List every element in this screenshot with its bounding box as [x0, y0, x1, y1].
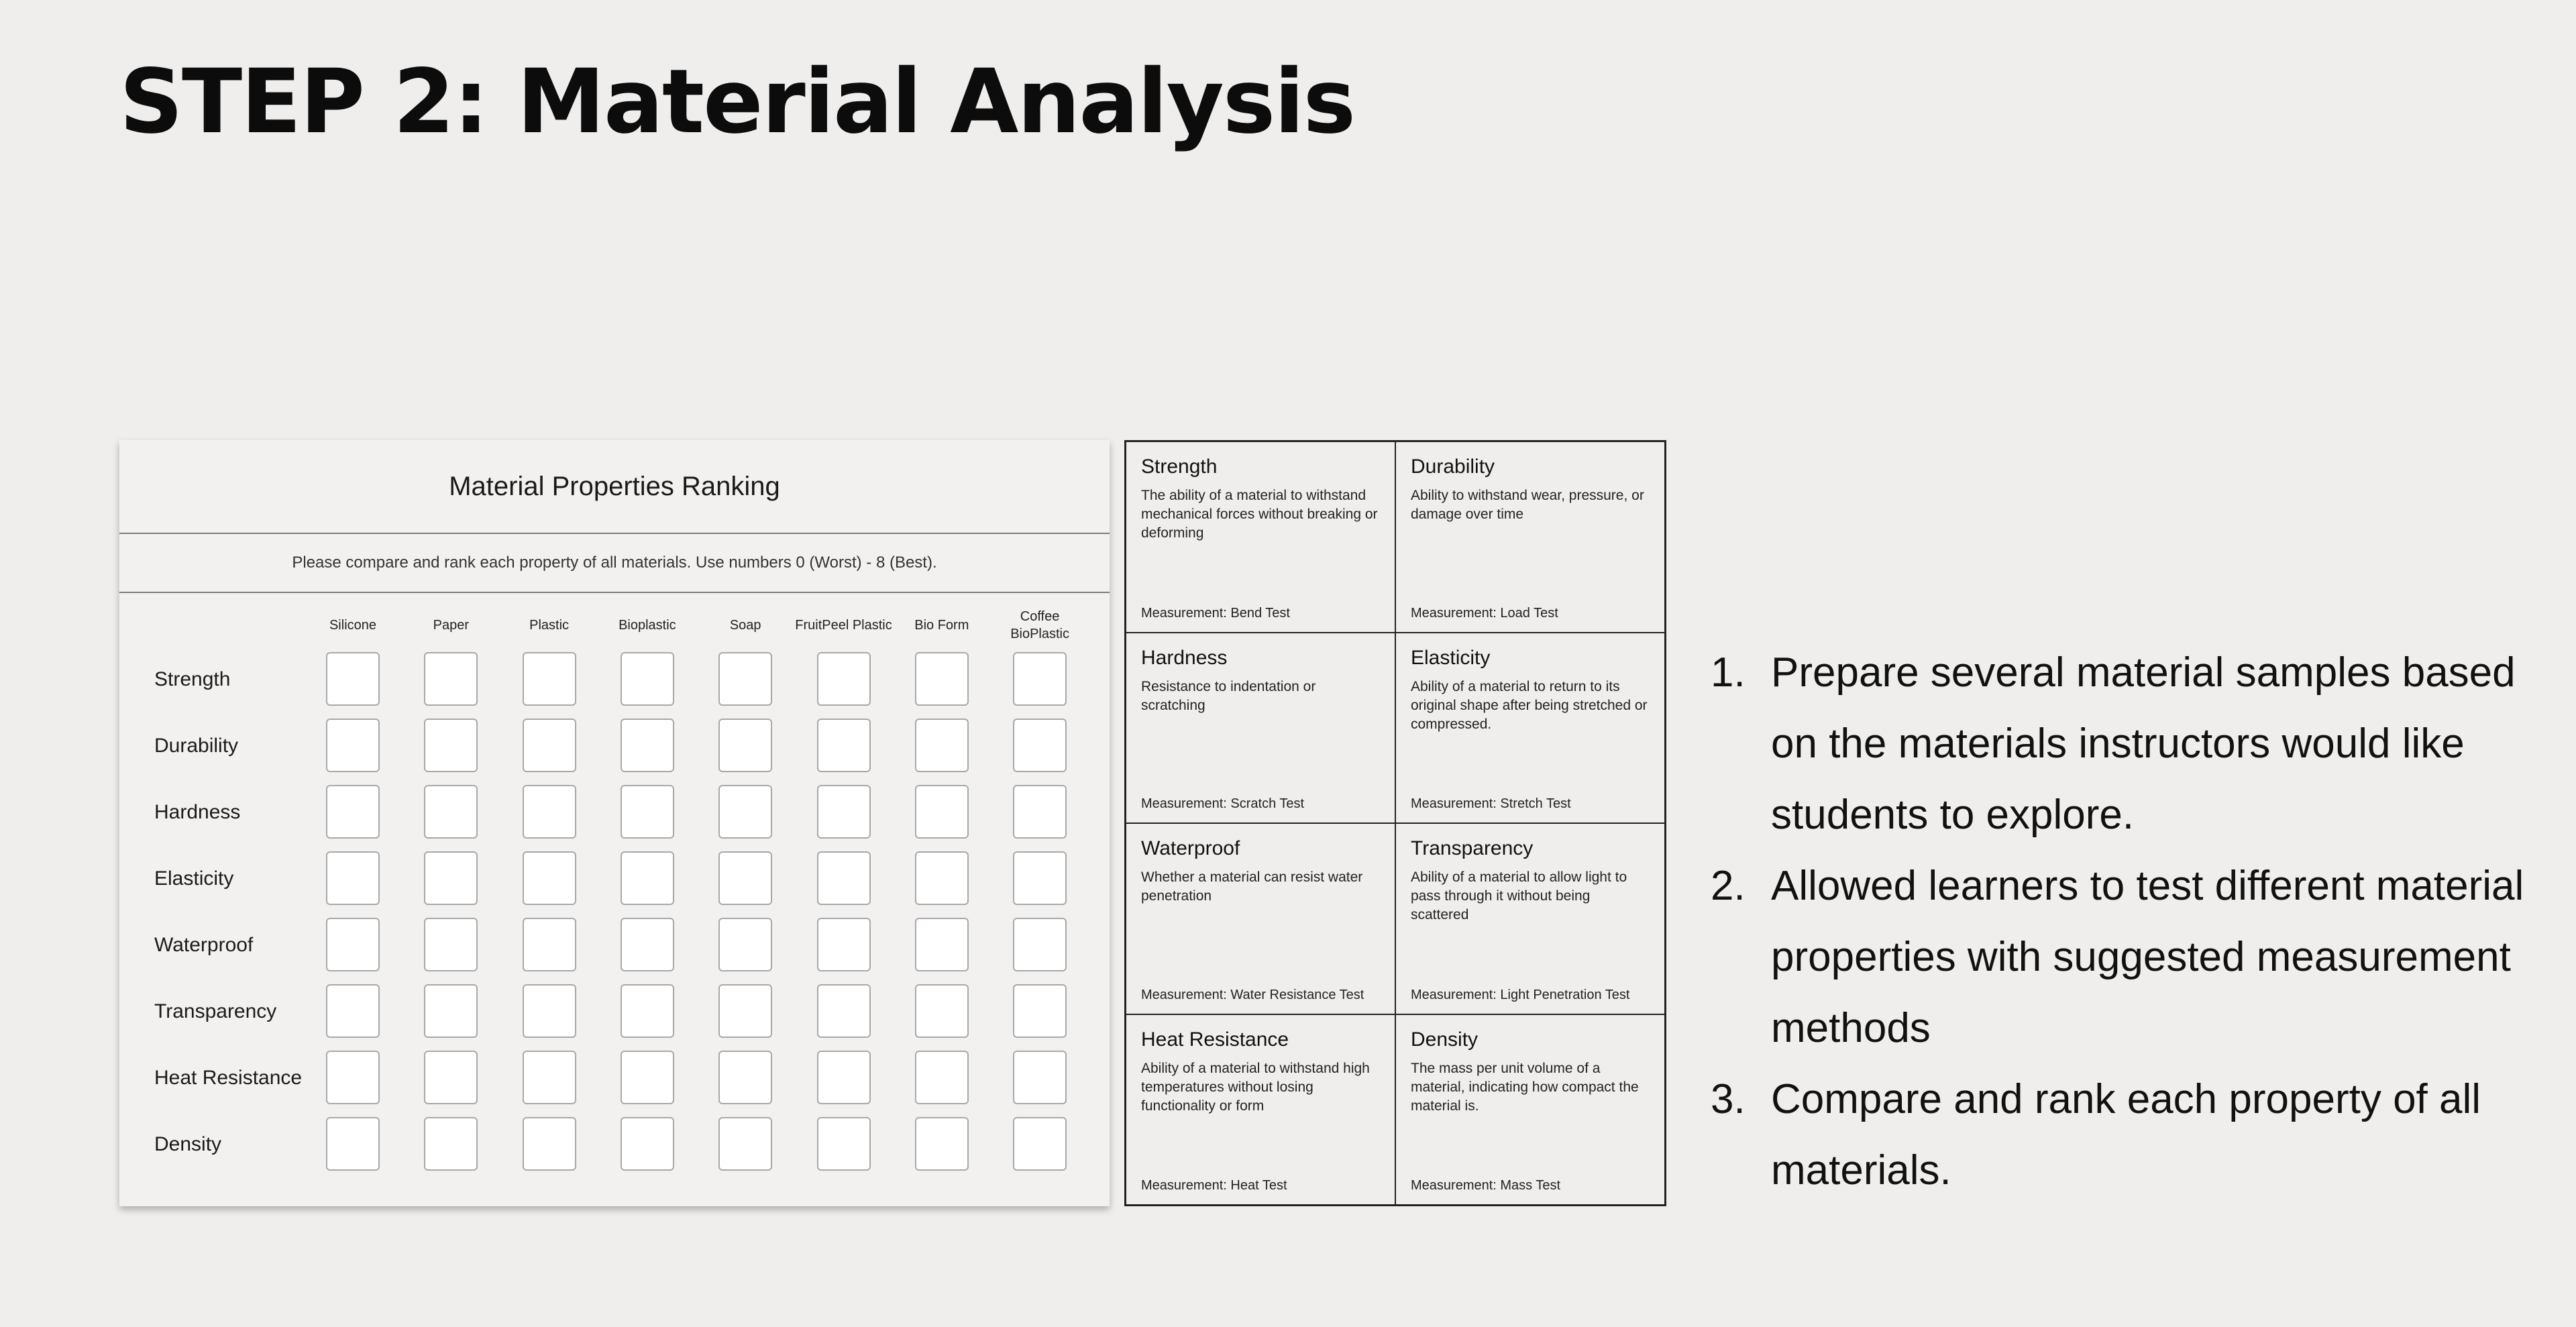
rank-input-cell[interactable] [915, 918, 969, 971]
column-header: Paper [433, 618, 469, 633]
rank-input-cell[interactable] [326, 719, 380, 772]
rank-input-cell[interactable] [424, 918, 478, 971]
property-name: Transparency [1411, 837, 1534, 859]
rank-input-cell[interactable] [817, 1051, 871, 1104]
rank-input-cell[interactable] [718, 652, 772, 706]
rank-input-cell[interactable] [424, 719, 478, 772]
rank-input-cell[interactable] [718, 785, 772, 839]
rank-input-cell[interactable] [915, 851, 969, 905]
property-name: Hardness [1141, 646, 1228, 669]
rank-input-cell[interactable] [817, 719, 871, 772]
row-label: Elasticity [154, 867, 234, 890]
rank-input-cell[interactable] [718, 918, 772, 971]
rank-input-cell[interactable] [718, 1051, 772, 1104]
row-label: Durability [154, 735, 239, 757]
rank-input-cell[interactable] [424, 1117, 478, 1171]
row-label: Strength [154, 668, 231, 690]
property-name: Strength [1141, 456, 1218, 478]
rank-input-cell[interactable] [326, 652, 380, 706]
rank-input-cell[interactable] [1013, 984, 1067, 1038]
property-description: The mass per unit volume of a material, indicating how compact the material is. [1411, 1060, 1639, 1114]
column-header: Soap [729, 618, 761, 633]
rank-input-cell[interactable] [523, 652, 576, 706]
ranking-card [119, 440, 1110, 1206]
row-label: Transparency [154, 1000, 277, 1022]
rank-input-cell[interactable] [915, 984, 969, 1038]
step-number: 2. [1711, 863, 1746, 909]
column-header: Bioplastic [619, 618, 676, 633]
row-label: Density [154, 1133, 222, 1155]
rank-input-cell[interactable] [1013, 652, 1067, 706]
rank-input-cell[interactable] [817, 785, 871, 839]
rank-input-cell[interactable] [424, 984, 478, 1038]
property-description: Ability of a material to allow light to pass through it without being scattered [1411, 869, 1627, 922]
rank-input-cell[interactable] [1013, 851, 1067, 905]
property-description: Ability of a material to return to its original shape after being stretched or compressed. [1411, 678, 1648, 732]
property-card [1395, 441, 1665, 633]
property-card [1395, 823, 1665, 1014]
property-card [1126, 441, 1395, 633]
step-text: Compare and rank each property of all materials. [1771, 1076, 2481, 1193]
rank-input-cell[interactable] [915, 1117, 969, 1171]
rank-input-cell[interactable] [523, 719, 576, 772]
rank-input-cell[interactable] [718, 719, 772, 772]
rank-input-cell[interactable] [523, 785, 576, 839]
rank-input-cell[interactable] [1013, 918, 1067, 971]
rank-input-cell[interactable] [326, 851, 380, 905]
rank-input-cell[interactable] [718, 851, 772, 905]
property-description: Ability of a material to withstand high temperatures without losing functionality or form [1141, 1060, 1370, 1114]
rank-input-cell[interactable] [915, 652, 969, 706]
rank-input-cell[interactable] [424, 1051, 478, 1104]
row-label: Hardness [154, 801, 241, 823]
rank-input-cell[interactable] [718, 1117, 772, 1171]
property-measurement: Measurement: Stretch Test [1411, 796, 1571, 811]
rank-input-cell[interactable] [915, 1051, 969, 1104]
property-name: Density [1411, 1028, 1479, 1051]
rank-input-cell[interactable] [424, 851, 478, 905]
rank-input-cell[interactable] [1013, 1051, 1067, 1104]
rank-input-cell[interactable] [817, 1117, 871, 1171]
rank-input-cell[interactable] [817, 652, 871, 706]
rank-input-cell[interactable] [621, 1117, 674, 1171]
column-header: FruitPeel Plastic [795, 618, 892, 633]
rank-input-cell[interactable] [621, 918, 674, 971]
property-description: Resistance to indentation or scratching [1141, 678, 1316, 713]
rank-input-cell[interactable] [523, 984, 576, 1038]
rank-input-cell[interactable] [1013, 719, 1067, 772]
column-header: Silicone [329, 618, 377, 633]
column-header: Plastic [529, 618, 570, 633]
rank-input-cell[interactable] [424, 785, 478, 839]
page-title: STEP 2: Material Analysis [119, 50, 1355, 154]
step-item [1711, 637, 2536, 851]
property-name: Durability [1411, 456, 1495, 478]
row-label: Waterproof [154, 934, 254, 956]
property-definitions-grid [1124, 440, 1666, 1206]
property-measurement: Measurement: Bend Test [1141, 605, 1290, 621]
property-card [1126, 1014, 1395, 1206]
rank-input-cell[interactable] [326, 785, 380, 839]
rank-input-cell[interactable] [817, 984, 871, 1038]
rank-input-cell[interactable] [817, 851, 871, 905]
property-card [1395, 1014, 1665, 1206]
rank-input-cell[interactable] [621, 785, 674, 839]
rank-input-cell[interactable] [523, 1051, 576, 1104]
step-text: Allowed learners to test different material properties with suggested measurement methods [1771, 863, 2524, 1051]
rank-input-cell[interactable] [621, 984, 674, 1038]
property-description: Ability to withstand wear, pressure, or damage over time [1411, 488, 1644, 522]
rank-input-cell[interactable] [1013, 1117, 1067, 1171]
property-card [1126, 823, 1395, 1014]
rank-input-cell[interactable] [718, 984, 772, 1038]
row-label: Heat Resistance [154, 1067, 303, 1089]
property-measurement: Measurement: Heat Test [1141, 1178, 1287, 1193]
property-measurement: Measurement: Load Test [1411, 605, 1558, 621]
rank-input-cell[interactable] [326, 1117, 380, 1171]
property-measurement: Measurement: Mass Test [1411, 1178, 1561, 1193]
rank-input-cell[interactable] [523, 1117, 576, 1171]
property-name: Heat Resistance [1141, 1028, 1289, 1051]
rank-input-cell[interactable] [326, 918, 380, 971]
rank-input-cell[interactable] [326, 984, 380, 1038]
property-name: Elasticity [1411, 646, 1491, 669]
rank-input-cell[interactable] [1013, 785, 1067, 839]
column-header: Coffee BioPlastic [1010, 609, 1069, 641]
property-measurement: Measurement: Light Penetration Test [1411, 987, 1630, 1002]
instruction-steps [1711, 637, 2536, 1206]
column-header: Bio Form [914, 618, 969, 633]
rank-input-cell[interactable] [621, 851, 674, 905]
rank-input-cell[interactable] [621, 719, 674, 772]
property-measurement: Measurement: Water Resistance Test [1141, 987, 1364, 1002]
property-description: The ability of a material to withstand mechanical forces without breaking or deforming [1141, 488, 1378, 541]
rank-input-cell[interactable] [424, 652, 478, 706]
rank-input-cell[interactable] [621, 1051, 674, 1104]
step-text: Prepare several material samples based on the materials instructors would like students to explore. [1771, 649, 2516, 838]
rank-input-cell[interactable] [326, 1051, 380, 1104]
rank-input-cell[interactable] [817, 918, 871, 971]
property-name: Waterproof [1141, 837, 1240, 859]
rank-input-cell[interactable] [621, 652, 674, 706]
rank-input-cell[interactable] [523, 851, 576, 905]
step-number: 1. [1711, 649, 1746, 696]
ranking-instruction: Please compare and rank each property of all materials. Use numbers 0 (Worst) - 8 (Best). [119, 534, 1110, 593]
rank-input-cell[interactable] [523, 918, 576, 971]
property-description: Whether a material can resist water penetration [1141, 869, 1363, 904]
property-card [1395, 633, 1665, 824]
property-card [1126, 633, 1395, 824]
step-number: 3. [1711, 1076, 1746, 1122]
step-item [1711, 851, 2536, 1064]
rank-input-cell[interactable] [915, 719, 969, 772]
ranking-title: Material Properties Ranking [119, 440, 1110, 534]
rank-input-cell[interactable] [915, 785, 969, 839]
property-measurement: Measurement: Scratch Test [1141, 796, 1305, 811]
step-item [1711, 1064, 2536, 1206]
